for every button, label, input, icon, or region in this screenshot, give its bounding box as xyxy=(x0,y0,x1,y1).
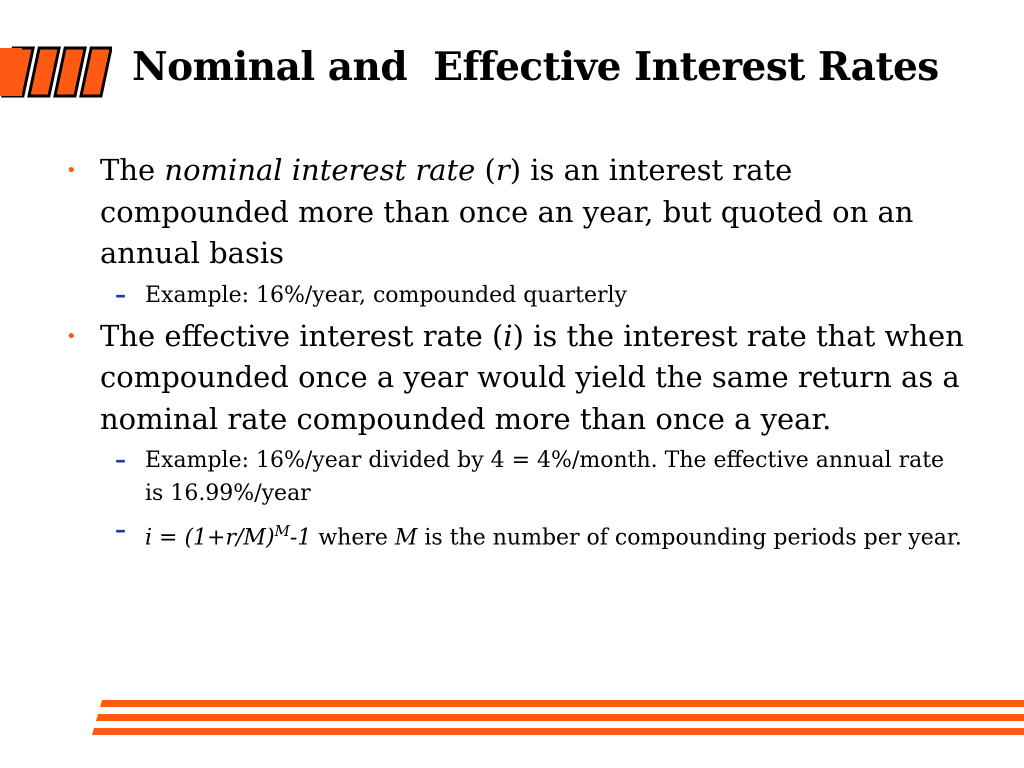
formula-where: where xyxy=(311,525,395,551)
footer-stripes xyxy=(92,698,1024,738)
slide-content xyxy=(0,150,1024,558)
formula-minus-one: -1 xyxy=(289,525,312,551)
dash-icon: – xyxy=(115,517,126,543)
bullet-text-prefix: The xyxy=(100,153,165,187)
bullet-symbol: r xyxy=(495,153,510,187)
sub-bullet-text: Example: 16%/year divided by 4 = 4%/month. The effective annual rate is 16.99%/year xyxy=(145,448,945,506)
bullet-nominal-rate xyxy=(66,150,980,275)
bullet-text-prefix: The effective interest rate ( xyxy=(100,318,504,353)
dash-icon: – xyxy=(115,281,126,308)
bullet-symbol: i xyxy=(503,318,513,353)
formula-tail: is the number of compounding periods per year. xyxy=(417,525,962,551)
bullet-paren: ( xyxy=(475,153,496,187)
slide-title: Nominal and Effective Interest Rates xyxy=(132,44,939,90)
bullet-effective-rate xyxy=(66,316,980,441)
formula-i: i xyxy=(145,525,153,551)
formula-exponent: M xyxy=(274,522,290,540)
dash-icon: – xyxy=(115,447,126,473)
sub-bullet-nominal-example xyxy=(115,279,965,312)
formula-base: (1+r/M) xyxy=(184,525,275,551)
formula-m: M xyxy=(394,525,418,551)
bullet-text-rest: ) is the interest rate that when compounded once a year would yield the same return as a nominal rate compounded more than once a year. xyxy=(100,318,964,436)
bullet-term: nominal interest rate xyxy=(164,153,476,187)
sub-bullet-formula xyxy=(115,514,965,554)
bullet-icon: • xyxy=(66,160,77,181)
sub-bullet-effective-example xyxy=(115,444,965,510)
logo-stripes-icon xyxy=(0,44,112,100)
bullet-icon: • xyxy=(66,325,77,347)
formula-equals: = xyxy=(152,525,185,551)
bullet-text-rest: ) is an interest rate compounded more than once an year, but quoted on an annual basis xyxy=(100,153,914,270)
sub-bullet-text: Example: 16%/year, compounded quarterly xyxy=(145,282,627,308)
